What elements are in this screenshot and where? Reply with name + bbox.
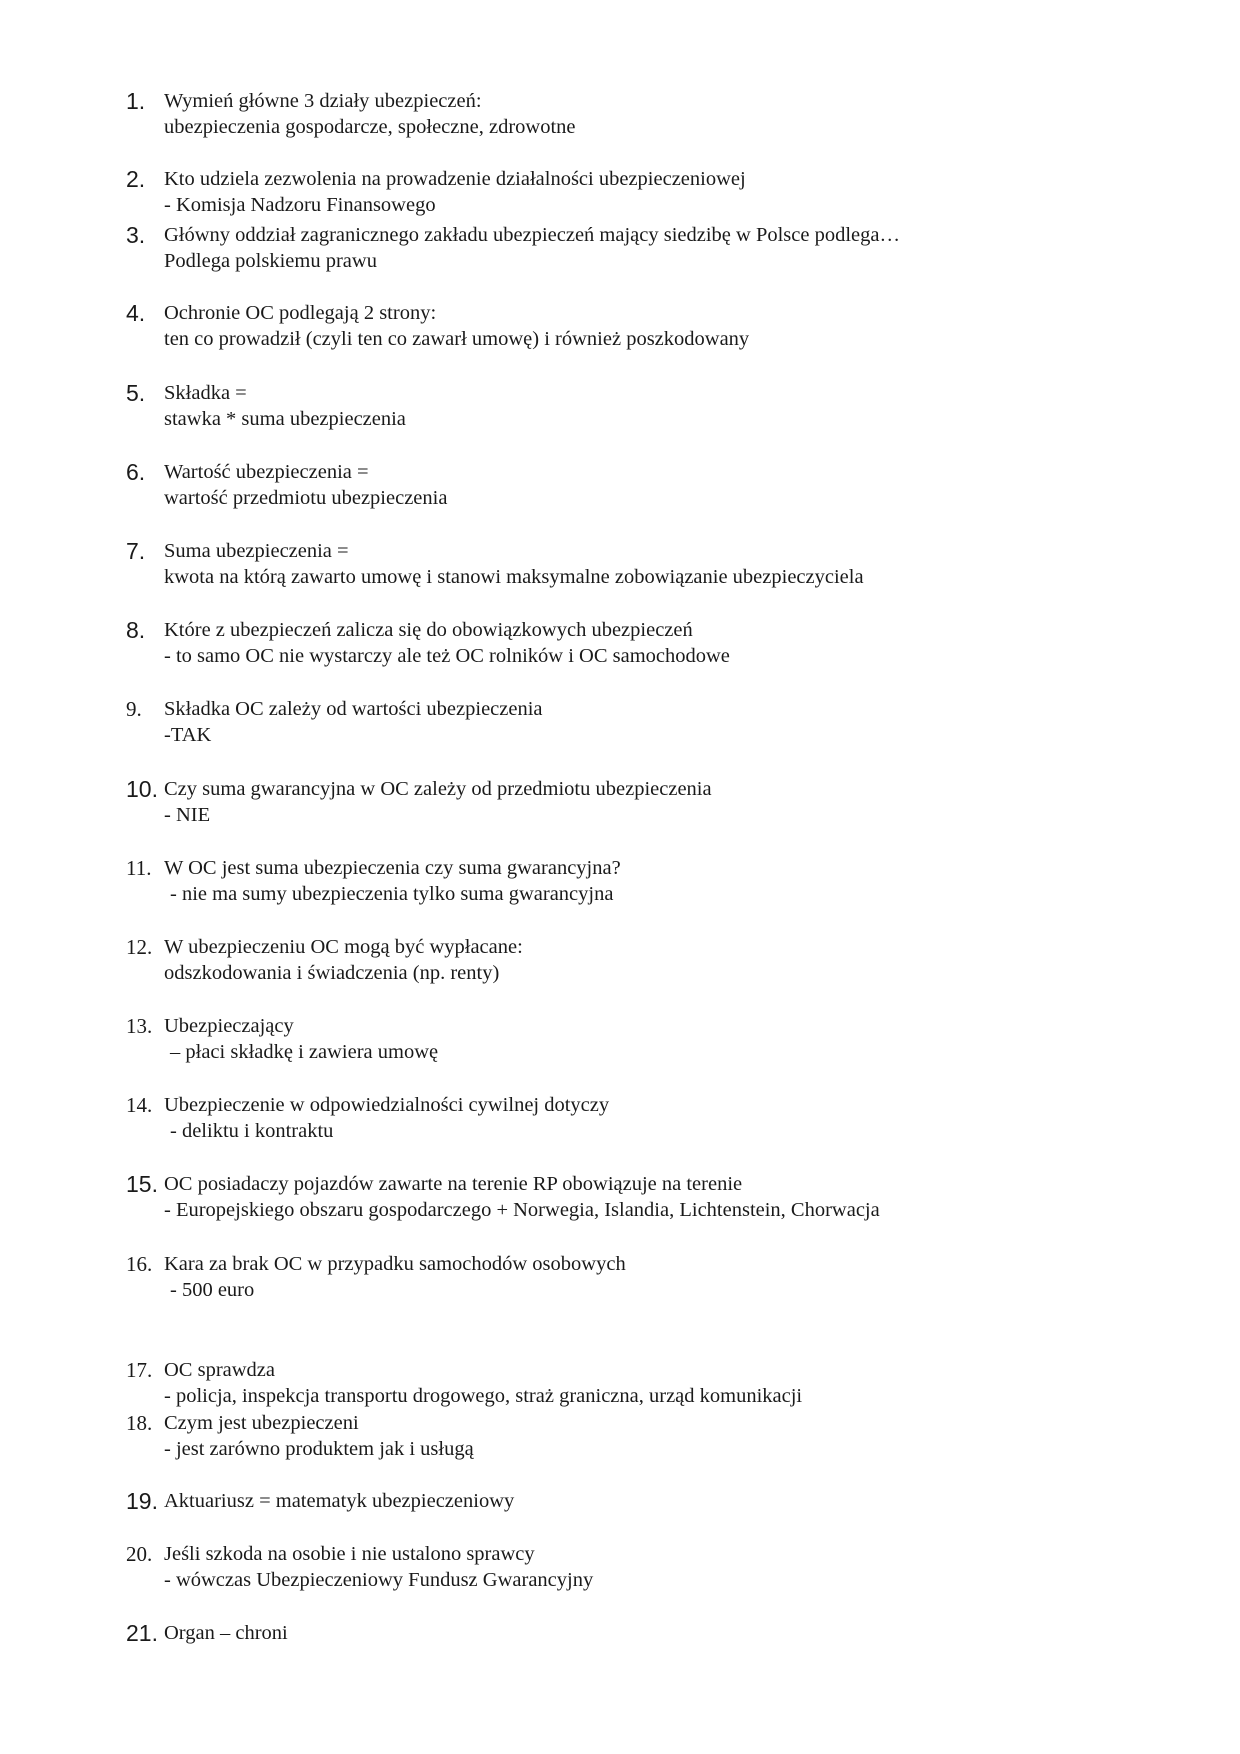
question-text: Suma ubezpieczenia = (164, 540, 349, 562)
item-number: 15. (126, 1171, 158, 1197)
answer-text: - nie ma sumy ubezpieczenia tylko suma gwarancyjna (170, 883, 614, 905)
item-number: 17. (126, 1358, 153, 1382)
answer-text: - deliktu i kontraktu (170, 1120, 334, 1142)
answer-text: -TAK (164, 724, 212, 746)
answer-text: - 500 euro (170, 1279, 255, 1301)
item-number: 8. (126, 617, 146, 643)
answer-text: - Europejskiego obszaru gospodarczego + Norwegia, Islandia, Lichtenstein, Chorwacja (164, 1199, 880, 1221)
question-text: Składka = (164, 382, 247, 404)
question-text: OC posiadaczy pojazdów zawarte na terenie RP obowiązuje na terenie (164, 1173, 743, 1195)
item-number: 16. (126, 1252, 153, 1276)
question-text: Ubezpieczający (164, 1015, 294, 1037)
item-number: 5. (126, 380, 146, 406)
question-text: Główny oddział zagranicznego zakładu ubezpieczeń mający siedzibę w Polsce podlega… (164, 224, 900, 246)
question-text: Ochronie OC podlegają 2 strony: (164, 302, 437, 324)
answer-text: odszkodowania i świadczenia (np. renty) (164, 962, 500, 984)
item-number: 19. (126, 1488, 158, 1514)
answer-text: - policja, inspekcja transportu drogowego, straż graniczna, urząd komunikacji (164, 1385, 803, 1407)
question-text: Kto udziela zezwolenia na prowadzenie działalności ubezpieczeniowej (164, 168, 746, 190)
answer-text: – płaci składkę i zawiera umowę (170, 1041, 439, 1063)
item-number: 20. (126, 1542, 153, 1566)
answer-text: wartość przedmiotu ubezpieczenia (164, 487, 448, 509)
question-text: OC sprawdza (164, 1359, 276, 1381)
item-number: 12. (126, 935, 153, 959)
item-number: 13. (126, 1014, 153, 1038)
answer-text: - Komisja Nadzoru Finansowego (164, 194, 436, 216)
item-number: 1. (126, 88, 146, 114)
item-number: 21. (126, 1620, 158, 1646)
answer-text: ten co prowadził (czyli ten co zawarł umowę) i również poszkodowany (164, 328, 750, 350)
item-number: 18. (126, 1411, 153, 1435)
question-text: Aktuariusz = matematyk ubezpieczeniowy (164, 1490, 515, 1512)
question-text: W ubezpieczeniu OC mogą być wypłacane: (164, 936, 523, 958)
answer-text: kwota na którą zawarto umowę i stanowi maksymalne zobowiązanie ubezpieczyciela (164, 566, 864, 588)
question-text: Składka OC zależy od wartości ubezpieczenia (164, 698, 543, 720)
answer-text: - NIE (164, 804, 211, 826)
answer-text: - to samo OC nie wystarczy ale też OC rolników i OC samochodowe (164, 645, 730, 667)
answer-text: - jest zarówno produktem jak i usługą (164, 1438, 474, 1460)
question-text: Ubezpieczenie w odpowiedzialności cywilnej dotyczy (164, 1094, 610, 1116)
item-number: 2. (126, 166, 146, 192)
question-text: Czy suma gwarancyjna w OC zależy od przedmiotu ubezpieczenia (164, 778, 712, 800)
item-number: 6. (126, 459, 146, 485)
item-number: 9. (126, 697, 142, 721)
question-text: Jeśli szkoda na osobie i nie ustalono sprawcy (164, 1543, 535, 1565)
item-number: 4. (126, 300, 146, 326)
answer-text: - wówczas Ubezpieczeniowy Fundusz Gwarancyjny (164, 1569, 594, 1591)
question-text: Kara za brak OC w przypadku samochodów osobowych (164, 1253, 626, 1275)
question-text: Wartość ubezpieczenia = (164, 461, 369, 483)
question-text: Które z ubezpieczeń zalicza się do obowiązkowych ubezpieczeń (164, 619, 693, 641)
question-text: W OC jest suma ubezpieczenia czy suma gwarancyjna? (164, 857, 621, 879)
item-number: 3. (126, 222, 146, 248)
question-text: Wymień główne 3 działy ubezpieczeń: (164, 90, 482, 112)
answer-text: ubezpieczenia gospodarcze, społeczne, zdrowotne (164, 116, 576, 138)
item-number: 14. (126, 1093, 153, 1117)
question-text: Organ – chroni (164, 1622, 288, 1644)
answer-text: stawka * suma ubezpieczenia (164, 408, 406, 430)
answer-text: Podlega polskiemu prawu (164, 250, 377, 272)
item-number: 10. (126, 776, 158, 802)
question-text: Czym jest ubezpieczeni (164, 1412, 359, 1434)
item-number: 11. (126, 856, 152, 880)
item-number: 7. (126, 538, 146, 564)
